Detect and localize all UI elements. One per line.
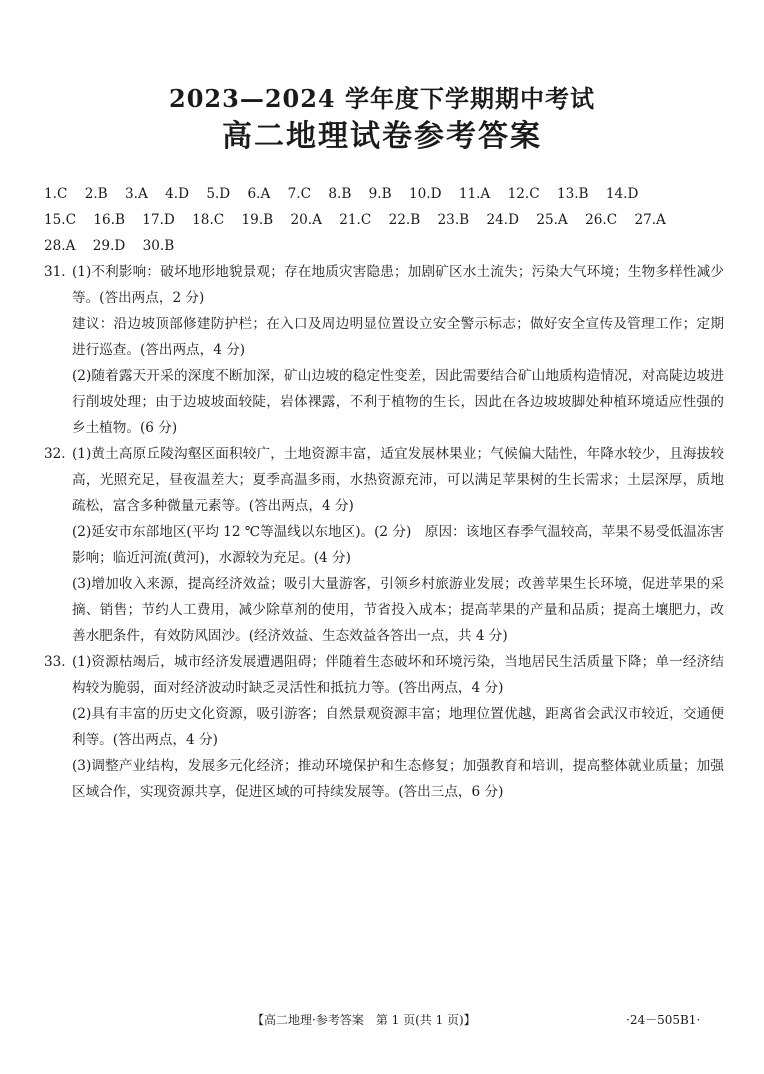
choice-answer: 17.D (142, 212, 175, 228)
question-33 (44, 649, 724, 805)
choice-answer: 26.C (585, 212, 618, 228)
choice-answer: 23.B (437, 212, 470, 228)
choice-answer: 24.D (486, 212, 519, 228)
choice-answer: 2.B (84, 186, 108, 202)
q31-part2: (2)随着露天开采的深度不断加深，矿山边坡的稳定性变差，因此需要结合矿山地质构造情况，对高陡边坡进行削坡处理；由于边坡坡面较陡，岩体裸露，不利于植物的生长，因此在各边坡坡脚处种植环境适应性强的乡土植物。(6 分) (72, 368, 724, 436)
choice-answer: 21.C (339, 212, 372, 228)
answer-content (44, 181, 724, 805)
choice-answer: 18.C (192, 212, 225, 228)
answer-key-title: 高二地理试卷参考答案 (222, 119, 542, 154)
q33-part2: (2)具有丰富的历史文化资源，吸引游客；自然景观资源丰富；地理位置优越，距离省会武汉市较近，交通便利等。(答出两点，4 分) (72, 706, 724, 748)
choice-answers-row-1 (44, 181, 724, 207)
choice-answer: 22.B (388, 212, 421, 228)
question-number: 31. (44, 264, 66, 280)
choice-answer: 19.B (241, 212, 274, 228)
choice-answer: 6.A (247, 186, 271, 202)
choice-answer: 9.B (368, 186, 392, 202)
question-number: 33. (44, 654, 66, 670)
exam-title: 2023—2024 学年度下学期期中考试 (169, 84, 595, 113)
choice-answer: 11.A (458, 186, 491, 202)
page-footer (0, 1008, 764, 1032)
choice-answers-row-2 (44, 207, 724, 233)
question-32 (44, 441, 724, 649)
choice-answer: 4.D (165, 186, 189, 202)
choice-answer: 10.D (408, 186, 442, 202)
choice-answers-row-3 (44, 233, 724, 259)
question-31 (44, 259, 724, 441)
choice-answer: 5.D (206, 186, 231, 202)
choice-answer: 25.A (536, 212, 568, 228)
q33-part1: (1)资源枯竭后，城市经济发展遭遇阻碍；伴随着生态破坏和环境污染，当地居民生活质量下降；单一经济结构较为脆弱，面对经济波动时缺乏灵活性和抵抗力等。(答出两点，4 分) (72, 654, 724, 696)
q31-part1: (1)不利影响：破坏地形地貌景观；存在地质灾害隐患；加剧矿区水土流失；污染大气环境；生物多样性减少等。(答出两点，2 分) (72, 264, 724, 306)
choice-answer: 14.D (605, 186, 639, 202)
choice-answer: 7.C (287, 186, 312, 202)
q32-part1: (1)黄土高原丘陵沟壑区面积较广，土地资源丰富，适宜发展林果业；气候偏大陆性，年降水较少，且海拔较高，光照充足，昼夜温差大；夏季高温多雨，水热资源充沛，可以满足苹果树的生长需求；土层深厚，质地疏松，富含多种微量元素等。(答出两点，4 分) (72, 446, 724, 514)
choice-answer: 3.A (125, 186, 148, 202)
choice-answer: 15.C (44, 212, 77, 228)
footer-page-label: 【高二地理·参考答案 第 1 页(共 1 页)】 (252, 1013, 476, 1027)
choice-answer: 13.B (556, 186, 589, 202)
q33-part3: (3)调整产业结构，发展多元化经济；推动环境保护和生态修复；加强教育和培训，提高整体就业质量；加强区域合作，实现资源共享，促进区域的可持续发展等。(答出三点，6 分) (72, 758, 724, 800)
q32-part2: (2)延安市东部地区(平均 12 ℃等温线以东地区)。(2 分) 原因：该地区春季气温较高，苹果不易受低温冻害影响；临近河流(黄河)，水源较为充足。(4 分) (72, 524, 724, 566)
choice-answer: 12.C (507, 186, 540, 202)
choice-answer: 27.A (634, 212, 666, 228)
choice-answer: 8.B (328, 186, 352, 202)
q32-part3: (3)增加收入来源，提高经济效益；吸引大量游客，引领乡村旅游业发展；改善苹果生长环境，促进苹果的采摘、销售；节约人工费用，减少除草剂的使用，节省投入成本；提高苹果的产量和品质；提高土壤肥力，改善水肥条件，有效防风固沙。(经济效益、生态效益各答出一点，共 4 分) (72, 576, 724, 644)
q31-part1-advice: 建议：沿边坡顶部修建防护栏；在入口及周边明显位置设立安全警示标志；做好安全宣传及管理工作；定期进行巡查。(答出两点，4 分) (72, 316, 724, 358)
footer-code: ·24－505B1· (626, 1013, 701, 1027)
question-number: 32. (44, 446, 66, 462)
choice-answer: 16.B (93, 212, 125, 228)
choice-answer: 1.C (44, 186, 68, 202)
choice-answer: 29.D (92, 238, 126, 254)
choice-answer: 30.B (142, 238, 175, 254)
choice-answer: 28.A (44, 238, 76, 254)
choice-answer: 20.A (290, 212, 322, 228)
